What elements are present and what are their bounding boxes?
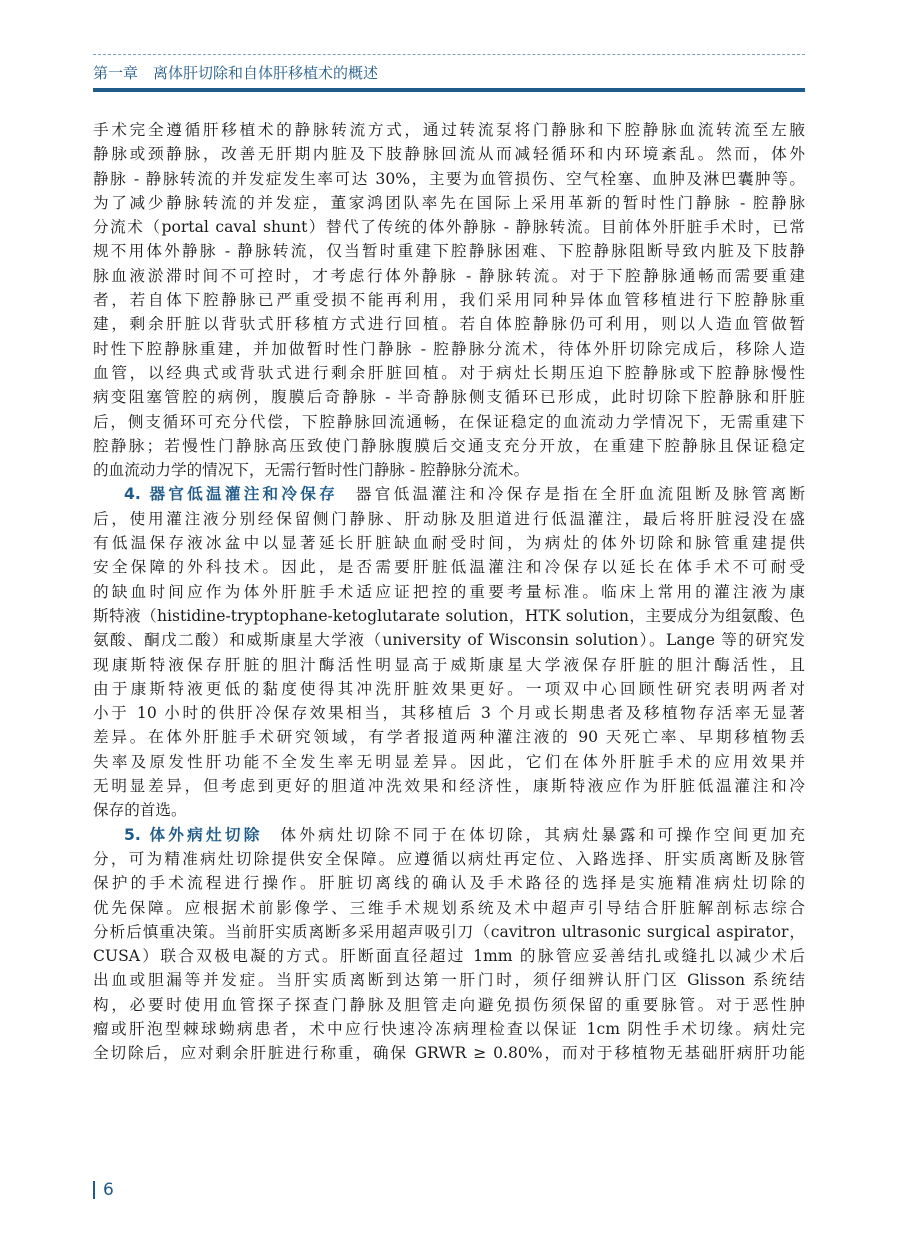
text-line: 静脉 - 静脉转流的并发症发生率可达 30%，主要为血管损伤、空气栓塞、血肿及淋巴囊肿等。 bbox=[93, 169, 805, 188]
chapter-title: 第一章 离体肝切除和自体肝移植术的概述 bbox=[93, 64, 379, 82]
page-number: 6 bbox=[103, 1180, 114, 1200]
text-line: 全切除后，应对剩余肝脏进行称重，确保 GRWR ≥ 0.80%，而对于移植物无基础肝病肝功能 bbox=[93, 1044, 805, 1063]
text-line: 静脉或颈静脉，改善无肝期内脏及下肢静脉回流从而减轻循环和内环境紊乱。然而，体外 bbox=[93, 145, 805, 164]
text-line: 的血流动力学的情况下，无需行暂时性门静脉 - 腔静脉分流术。 bbox=[93, 461, 530, 480]
text-line: 有低温保存液冰盆中以显著延长肝脏缺血耐受时间，为病灶的体外切除和脉管重建提供 bbox=[93, 534, 805, 553]
text-line: 分，可为精准病灶切除提供安全保障。应遵循以病灶再定位、入路选择、肝实质离断及脉管 bbox=[93, 849, 805, 868]
text-line: 构，必要时使用血管探子探查门静脉及胆管走向避免损伤须保留的重要脉管。对于恶性肿 bbox=[93, 995, 805, 1014]
body-text bbox=[93, 118, 805, 1066]
text-line: 由于康斯特液更低的黏度使得其冲洗肝脏效果更好。一项双中心回顾性研究表明两者对 bbox=[93, 679, 805, 698]
text-line: 失率及原发性肝功能不全发生率无明显差异。因此，它们在体外肝脏手术的应用效果并 bbox=[93, 752, 805, 771]
section-4-first-line bbox=[93, 482, 805, 506]
section-4-intro-text: 器官低温灌注和冷保存是指在全肝血流阻断及脉管离断 bbox=[355, 485, 805, 504]
text-line: 小于 10 小时的供肝冷保存效果相当，其移植后 3 个月或长期患者及移植物存活率无显著 bbox=[93, 704, 805, 723]
text-line: 后，侧支循环可充分代偿，下腔静脉回流通畅，在保证稳定的血流动力学情况下，无需重建下 bbox=[93, 412, 805, 431]
text-line: 分流术（portal caval shunt）替代了传统的体外静脉 - 静脉转流。目前体外肝脏手术时，已常 bbox=[93, 218, 805, 237]
text-line: 出血或胆漏等并发症。当肝实质离断到达第一肝门时，须仔细辨认肝门区 Glisson 系统结 bbox=[93, 971, 805, 990]
text-line: 规不用体外静脉 - 静脉转流，仅当暂时重建下腔静脉困难、下腔静脉阻断导致内脏及下肢静 bbox=[93, 242, 805, 261]
text-line: 者，若自体下腔静脉已严重受损不能再利用，我们采用同种异体血管移植进行下腔静脉重 bbox=[93, 291, 805, 310]
text-line: 安全保障的外科技术。因此，是否需要肝脏低温灌注和冷保存以延长在体手术不可耐受 bbox=[93, 558, 805, 577]
text-line: 后，使用灌注液分别经保留侧门静脉、肝动脉及胆道进行低温灌注，最后将肝脏浸没在盛 bbox=[93, 509, 805, 528]
text-line: 差异。在体外肝脏手术研究领域，有学者报道两种灌注液的 90 天死亡率、早期移植物丢 bbox=[93, 728, 805, 747]
section-5-intro-text: 体外病灶切除不同于在体切除，其病灶暴露和可操作空间更加充 bbox=[280, 825, 805, 844]
text-line: 无明显差异，但考虑到更好的胆道冲洗效果和经济性，康斯特液应作为肝脏低温灌注和冷 bbox=[93, 777, 805, 796]
header-bar bbox=[93, 88, 805, 92]
text-line: 时性下腔静脉重建，并加做暂时性门静脉 - 腔静脉分流术，待体外肝切除完成后，移除人造 bbox=[93, 339, 805, 358]
footer-bar bbox=[93, 1181, 95, 1199]
section-5-first-line bbox=[93, 823, 805, 847]
text-line: 为了减少静脉转流的并发症，董家鸿团队率先在国际上采用革新的暂时性门静脉 - 腔静脉 bbox=[93, 193, 805, 212]
text-line: 保护的手术流程进行操作。肝脏切离线的确认及手术路径的选择是实施精准病灶切除的 bbox=[93, 874, 805, 893]
text-line: 现康斯特液保存肝脏的胆汁酶活性明显高于威斯康星大学液保存肝脏的胆汁酶活性，且 bbox=[93, 655, 805, 674]
text-line: 分析后慎重决策。当前肝实质离断多采用超声吸引刀（cavitron ultrasonic surgical aspirator， bbox=[93, 922, 805, 941]
text-line: 病变阻塞管腔的病例，腹膜后奇静脉 - 半奇静脉侧支循环已形成，此时切除下腔静脉和肝脏 bbox=[93, 388, 805, 407]
text-line: 手术完全遵循肝移植术的静脉转流方式，通过转流泵将门静脉和下腔静脉血流转流至左腋 bbox=[93, 121, 805, 139]
text-line: 保存的首选。 bbox=[93, 801, 187, 820]
text-line: 血管，以经典式或背驮式进行剩余肝脏回植。对于病灶长期压迫下腔静脉或下腔静脉慢性 bbox=[93, 363, 805, 382]
text-line: 瘤或肝泡型棘球蚴病患者，术中应行快速冷冻病理检查以保证 1cm 阴性手术切缘。病灶完 bbox=[93, 1019, 805, 1038]
text-line: 斯特液（histidine-tryptophane-ketoglutarate solution，HTK solution，主要成分为组氨酸、色 bbox=[93, 606, 805, 625]
section-4-heading: 4. 器官低温灌注和冷保存 bbox=[124, 485, 338, 504]
header-dashed-rule bbox=[93, 54, 805, 55]
section-5-heading: 5. 体外病灶切除 bbox=[124, 825, 263, 844]
text-line: CUSA）联合双极电凝的方式。肝断面直径超过 1mm 的脉管应妥善结扎或缝扎以减少术后 bbox=[93, 947, 805, 966]
text-line: 氨酸、酮戊二酸）和威斯康星大学液（university of Wisconsin solution）。Lange 等的研究发 bbox=[93, 631, 805, 650]
text-line: 优先保障。应根据术前影像学、三维手术规划系统及术中超声引导结合肝脏解剖标志综合 bbox=[93, 898, 805, 917]
text-line: 脉血液淤滞时间不可控时，才考虑行体外静脉 - 静脉转流。对于下腔静脉通畅而需要重建 bbox=[93, 266, 805, 285]
text-line: 的缺血时间应作为体外肝脏手术适应证把控的重要考量标准。临床上常用的灌注液为康 bbox=[93, 582, 805, 601]
text-line: 腔静脉；若慢性门静脉高压致使门静脉腹膜后交通支充分开放，在重建下腔静脉且保证稳定 bbox=[93, 436, 805, 455]
text-line: 建，剩余肝脏以背驮式肝移植方式进行回植。若自体腔静脉仍可利用，则以人造血管做暂 bbox=[93, 315, 805, 334]
